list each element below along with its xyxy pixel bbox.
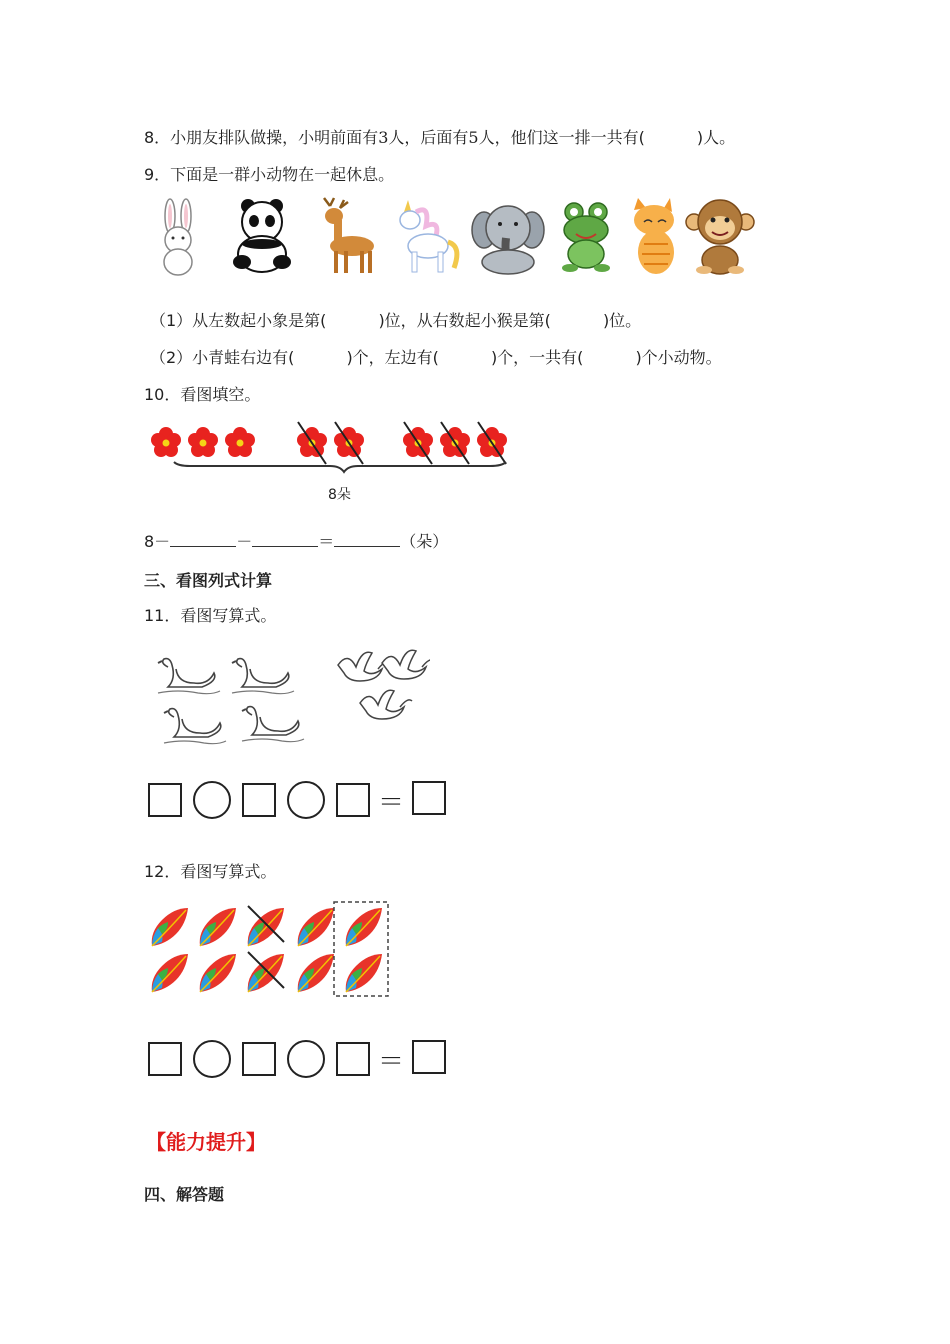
number-box[interactable]: [336, 1042, 370, 1076]
section-4-heading: 四、解答题: [144, 1185, 225, 1204]
crossed-flower-icon: [440, 422, 470, 464]
number-box[interactable]: [148, 1042, 182, 1076]
deer-icon: [324, 198, 374, 273]
swan-icon: [164, 709, 226, 744]
flower-icon: [225, 427, 255, 457]
result-box[interactable]: [412, 1040, 446, 1074]
flying-swan-icon: [338, 652, 390, 681]
crossed-flower-icon: [403, 422, 433, 464]
equals-sign: ＝: [378, 788, 405, 818]
q12-equation-frame: [148, 1039, 458, 1081]
crossed-flower-icon: [477, 422, 507, 464]
flying-swan-icon: [360, 690, 412, 719]
feather-icon: [346, 954, 382, 992]
question-10-equation: 8－ － ＝ （朵）: [144, 532, 449, 551]
equals-sign: ＝: [378, 1047, 405, 1077]
swan-icon: [158, 659, 220, 694]
flower-icon: [188, 427, 218, 457]
panda-icon: [233, 199, 291, 272]
question-12-title: 12．看图写算式。: [144, 862, 277, 881]
answer-underline[interactable]: [252, 532, 318, 547]
crossed-feather-icon: [248, 952, 284, 992]
question-8: 8．小朋友排队做操，小明前面有3人，后面有5人，他们这一排一共有( )人。: [144, 128, 736, 147]
monkey-icon: [686, 200, 754, 274]
total-label: 8朵: [328, 487, 351, 503]
operator-circle[interactable]: [193, 781, 231, 819]
question-9-sub2: （2）小青蛙右边有( )个，左边有( )个，一共有( )个小动物。: [150, 348, 722, 367]
feather-icon: [152, 954, 188, 992]
section-3-heading: 三、看图列式计算: [144, 571, 273, 590]
swan-icon: [242, 707, 304, 742]
animal-row: [150, 196, 765, 278]
q11-equation-frame: [148, 780, 458, 822]
crossed-feather-icon: [248, 906, 284, 946]
swan-icon: [232, 659, 294, 694]
total-brace: [174, 462, 506, 472]
flying-swan-icon: [382, 650, 430, 679]
result-box[interactable]: [412, 781, 446, 815]
feather-icon: [200, 908, 236, 946]
frog-icon: [562, 203, 610, 272]
answer-underline[interactable]: [170, 532, 236, 547]
question-11-title: 11．看图写算式。: [144, 606, 277, 625]
number-box[interactable]: [242, 1042, 276, 1076]
number-box[interactable]: [336, 783, 370, 817]
flower-icon: [151, 427, 181, 457]
operator-circle[interactable]: [193, 1040, 231, 1078]
feather-icon: [298, 908, 334, 946]
feather-icon: [298, 954, 334, 992]
unicorn-icon: [400, 200, 457, 272]
swan-picture: [150, 645, 430, 755]
rabbit-icon: [164, 199, 192, 275]
elephant-icon: [472, 206, 544, 274]
question-9-title: 9．下面是一群小动物在一起休息。: [144, 165, 395, 184]
crossed-flower-icon: [334, 422, 364, 464]
cat-icon: [634, 198, 674, 274]
feather-icon: [200, 954, 236, 992]
question-9-sub1: （1）从左数起小象是第( )位，从右数起小猴是第( )位。: [150, 311, 642, 330]
number-box[interactable]: [148, 783, 182, 817]
crossed-flower-icon: [297, 422, 327, 464]
feather-picture: [144, 900, 394, 1000]
question-10-title: 10．看图填空。: [144, 385, 261, 404]
feather-icon: [346, 908, 382, 946]
number-box[interactable]: [242, 783, 276, 817]
operator-circle[interactable]: [287, 781, 325, 819]
answer-underline[interactable]: [334, 532, 400, 547]
ability-heading: 【能力提升】: [146, 1130, 266, 1154]
operator-circle[interactable]: [287, 1040, 325, 1078]
feather-icon: [152, 908, 188, 946]
